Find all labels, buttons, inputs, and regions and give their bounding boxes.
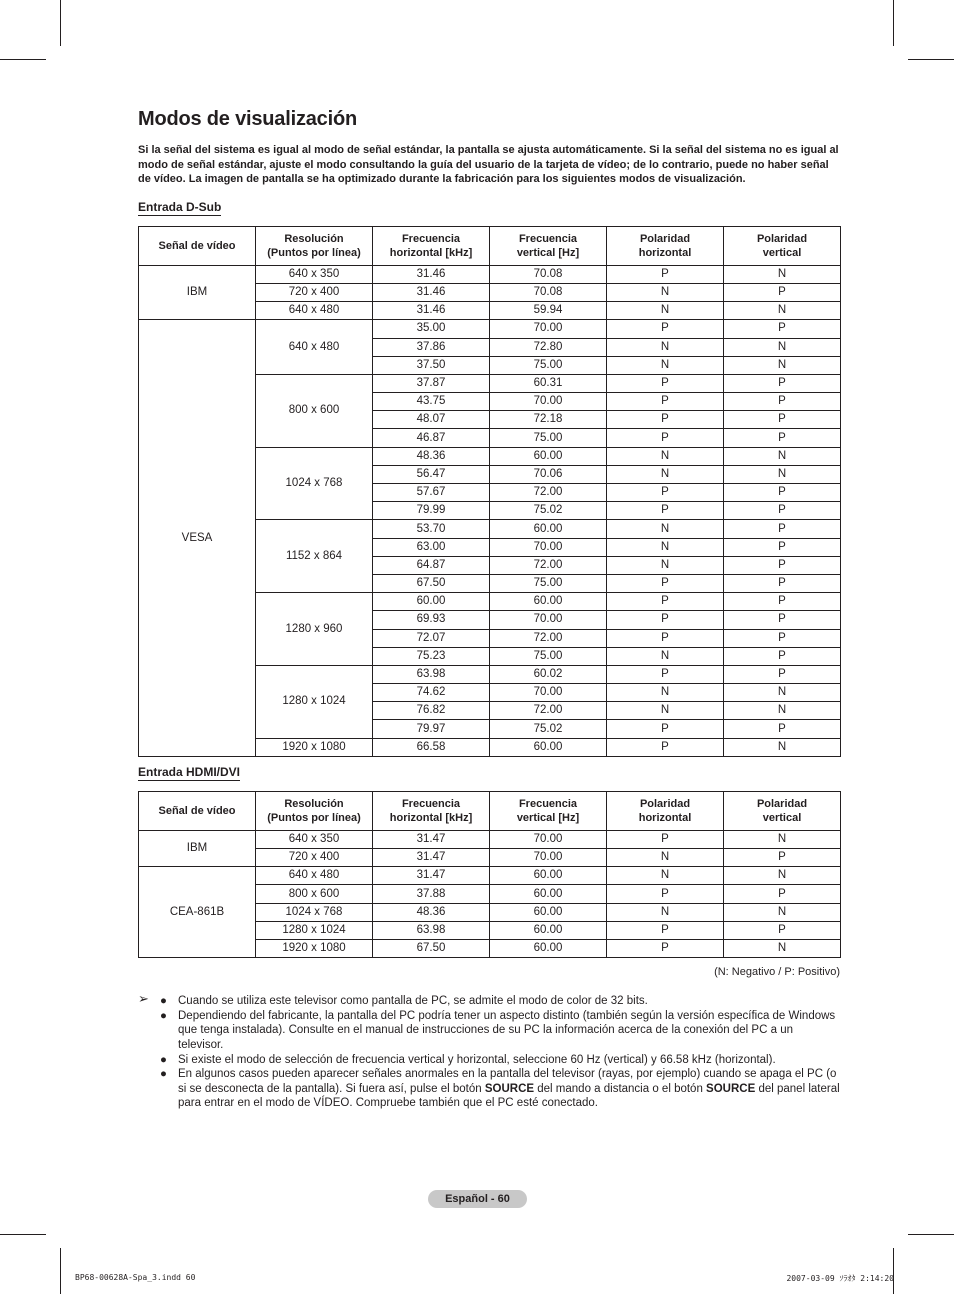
header-text: Frecuencia: [401, 232, 461, 245]
cell-hpol: N: [607, 520, 724, 538]
section-title-hdmi: Entrada HDMI/DVI: [138, 764, 241, 779]
cell-hfreq: 37.88: [373, 885, 490, 903]
header-signal: [139, 791, 256, 830]
cell-hfreq: 74.62: [373, 684, 490, 702]
dsub-table-body: [139, 265, 841, 756]
note-text: del panel lateral para entrar en el modo de VÍDEO. Compruebe también que el PC esté conectado.: [178, 1082, 840, 1110]
cell-hfreq: 31.47: [373, 849, 490, 867]
cell-resolution: 640 x 350: [256, 830, 373, 848]
cell-vfreq: 60.00: [490, 885, 607, 903]
cell-vpol: P: [724, 849, 841, 867]
header-text: Polaridad: [756, 232, 808, 245]
cell-vpol: N: [724, 903, 841, 921]
cell-vfreq: 60.31: [490, 374, 607, 392]
cell-hpol: P: [607, 885, 724, 903]
cell-vpol: P: [724, 374, 841, 392]
cell-vfreq: 70.08: [490, 265, 607, 283]
cell-vpol: N: [724, 465, 841, 483]
cell-hfreq: 67.50: [373, 939, 490, 957]
notes-section: [138, 991, 840, 1111]
cell-hpol: N: [607, 283, 724, 301]
cell-vfreq: 72.00: [490, 702, 607, 720]
cell-hpol: N: [607, 538, 724, 556]
cell-vpol: P: [724, 393, 841, 411]
page-content: [138, 108, 840, 1111]
cell-hfreq: 46.87: [373, 429, 490, 447]
header-text: vertical [Hz]: [516, 811, 580, 824]
cell-hpol: N: [607, 302, 724, 320]
note-text: Si existe el modo de selección de frecuencia vertical y horizontal, seleccione 60 Hz (vertical) y 66.58 kHz (horizontal).: [178, 1053, 776, 1066]
cell-signal: IBM: [139, 265, 256, 320]
cell-vfreq: 75.00: [490, 429, 607, 447]
note-keyword: SOURCE: [706, 1082, 756, 1095]
header-text: Frecuencia: [518, 797, 578, 810]
cell-vfreq: 72.00: [490, 556, 607, 574]
table-row: [139, 867, 841, 885]
header-hfreq: [373, 791, 490, 830]
header-vpol: [724, 226, 841, 265]
cell-resolution: 800 x 600: [256, 374, 373, 447]
cell-resolution: 1920 x 1080: [256, 738, 373, 756]
crop-mark: [908, 59, 954, 60]
cell-hfreq: 37.87: [373, 374, 490, 392]
cell-resolution: 640 x 480: [256, 302, 373, 320]
cell-vpol: N: [724, 738, 841, 756]
header-text: Frecuencia: [401, 797, 461, 810]
cell-vpol: N: [724, 830, 841, 848]
cell-hfreq: 57.67: [373, 484, 490, 502]
cell-vpol: N: [724, 447, 841, 465]
note-item: [160, 994, 840, 1009]
header-text: horizontal [kHz]: [389, 246, 473, 259]
header-hpol: [607, 791, 724, 830]
file-slug-right: 2007-03-09 ｿﾗｵﾀ 2:14:20: [786, 1274, 894, 1283]
crop-mark: [908, 1234, 954, 1235]
header-text: (Puntos por línea): [267, 811, 361, 824]
header-text: Resolución: [284, 232, 344, 245]
cell-resolution: 720 x 400: [256, 283, 373, 301]
cell-hpol: N: [607, 556, 724, 574]
cell-hpol: P: [607, 720, 724, 738]
hdmi-table-body: [139, 830, 841, 957]
cell-vpol: P: [724, 629, 841, 647]
cell-resolution: 1280 x 1024: [256, 665, 373, 738]
arrow-icon: ➢: [138, 991, 149, 1007]
dsub-table: [138, 226, 841, 757]
cell-vfreq: 72.18: [490, 411, 607, 429]
cell-hfreq: 63.98: [373, 921, 490, 939]
cell-vpol: P: [724, 283, 841, 301]
cell-vfreq: 60.00: [490, 447, 607, 465]
header-text: horizontal: [638, 246, 692, 259]
cell-hpol: P: [607, 411, 724, 429]
cell-hfreq: 53.70: [373, 520, 490, 538]
cell-vfreq: 70.08: [490, 283, 607, 301]
cell-vfreq: 72.00: [490, 629, 607, 647]
header-text: (Puntos por línea): [267, 246, 361, 259]
header-resolution: [256, 226, 373, 265]
note-item: [160, 1067, 840, 1111]
cell-hpol: P: [607, 738, 724, 756]
cell-hpol: P: [607, 429, 724, 447]
header-vpol: [724, 791, 841, 830]
header-hpol: [607, 226, 724, 265]
bullet-icon: ●: [160, 1068, 167, 1081]
cell-hpol: P: [607, 484, 724, 502]
cell-resolution: 800 x 600: [256, 885, 373, 903]
cell-resolution: 720 x 400: [256, 849, 373, 867]
cell-hfreq: 63.00: [373, 538, 490, 556]
cell-vfreq: 59.94: [490, 302, 607, 320]
cell-resolution: 1024 x 768: [256, 447, 373, 520]
cell-vpol: N: [724, 338, 841, 356]
note-text: Cuando se utiliza este televisor como pantalla de PC, se admite el modo de color de 32 bits.: [178, 995, 648, 1008]
page-title: Modos de visualización: [138, 108, 357, 130]
section-title-dsub: Entrada D-Sub: [138, 199, 222, 214]
cell-vpol: P: [724, 574, 841, 592]
cell-vpol: N: [724, 939, 841, 957]
cell-hpol: P: [607, 629, 724, 647]
cell-hfreq: 66.58: [373, 738, 490, 756]
cell-hfreq: 31.46: [373, 283, 490, 301]
crop-mark: [60, 0, 61, 46]
crop-mark: [60, 1248, 61, 1294]
cell-vpol: P: [724, 520, 841, 538]
crop-mark: [893, 1248, 894, 1294]
cell-hfreq: 35.00: [373, 320, 490, 338]
cell-vpol: P: [724, 320, 841, 338]
cell-hfreq: 76.82: [373, 702, 490, 720]
cell-hfreq: 79.97: [373, 720, 490, 738]
cell-hpol: P: [607, 939, 724, 957]
crop-mark: [0, 1234, 46, 1235]
cell-resolution: 640 x 480: [256, 320, 373, 375]
table-row: [139, 320, 841, 338]
table-header-row: [139, 791, 841, 830]
cell-vpol: P: [724, 484, 841, 502]
cell-hfreq: 43.75: [373, 393, 490, 411]
header-text: horizontal [kHz]: [389, 811, 473, 824]
cell-vfreq: 60.02: [490, 665, 607, 683]
cell-hpol: P: [607, 921, 724, 939]
cell-vfreq: 60.00: [490, 520, 607, 538]
cell-vpol: P: [724, 556, 841, 574]
notes-list: [138, 991, 840, 1111]
file-slug-left: BP68-00628A-Spa_3.indd 60: [75, 1273, 196, 1282]
cell-resolution: 1920 x 1080: [256, 939, 373, 957]
cell-vpol: N: [724, 684, 841, 702]
header-text: vertical: [762, 811, 802, 824]
table-row: [139, 830, 841, 848]
cell-hfreq: 69.93: [373, 611, 490, 629]
cell-vpol: P: [724, 885, 841, 903]
bullet-icon: ●: [160, 1053, 167, 1066]
cell-vfreq: 70.00: [490, 393, 607, 411]
cell-hfreq: 60.00: [373, 593, 490, 611]
cell-hfreq: 63.98: [373, 665, 490, 683]
cell-vpol: N: [724, 302, 841, 320]
cell-vfreq: 75.00: [490, 647, 607, 665]
crop-mark: [0, 59, 46, 60]
cell-vfreq: 75.00: [490, 574, 607, 592]
cell-hfreq: 31.46: [373, 302, 490, 320]
cell-vfreq: 70.00: [490, 611, 607, 629]
cell-resolution: 640 x 480: [256, 867, 373, 885]
cell-hfreq: 31.47: [373, 830, 490, 848]
note-item: [160, 1009, 840, 1053]
cell-hpol: N: [607, 867, 724, 885]
cell-vpol: P: [724, 593, 841, 611]
cell-hfreq: 67.50: [373, 574, 490, 592]
cell-resolution: 1280 x 960: [256, 593, 373, 666]
cell-vpol: P: [724, 538, 841, 556]
hdmi-table: [138, 791, 841, 958]
header-text: vertical [Hz]: [516, 246, 580, 259]
cell-vfreq: 70.00: [490, 830, 607, 848]
cell-hfreq: 48.07: [373, 411, 490, 429]
cell-vfreq: 75.00: [490, 356, 607, 374]
header-text: horizontal: [638, 811, 692, 824]
cell-hpol: N: [607, 903, 724, 921]
header-text: vertical: [762, 246, 802, 259]
cell-hpol: N: [607, 702, 724, 720]
cell-vpol: P: [724, 611, 841, 629]
polarity-legend: (N: Negativo / P: Positivo): [714, 966, 840, 979]
cell-resolution: 1280 x 1024: [256, 921, 373, 939]
page-number-badge: Español - 60: [428, 1190, 527, 1208]
cell-vfreq: 70.00: [490, 849, 607, 867]
cell-vpol: P: [724, 429, 841, 447]
cell-hpol: P: [607, 665, 724, 683]
header-text: Polaridad: [639, 797, 691, 810]
note-text: En algunos casos pueden aparecer señales anormales en la pantalla del televisor (rayas, por ejemplo) cuando se apaga el PC (o si se desconecta de la pantalla). Si fuera así, pulse el botón: [178, 1068, 837, 1095]
cell-hfreq: 79.99: [373, 502, 490, 520]
header-hfreq: [373, 226, 490, 265]
cell-vpol: N: [724, 867, 841, 885]
cell-hfreq: 48.36: [373, 447, 490, 465]
header-text: Señal de vídeo: [158, 239, 236, 252]
cell-vfreq: 70.06: [490, 465, 607, 483]
cell-vfreq: 75.02: [490, 720, 607, 738]
cell-vfreq: 60.00: [490, 593, 607, 611]
cell-hfreq: 37.50: [373, 356, 490, 374]
cell-vfreq: 60.00: [490, 939, 607, 957]
cell-hfreq: 37.86: [373, 338, 490, 356]
cell-hfreq: 48.36: [373, 903, 490, 921]
note-keyword: SOURCE: [484, 1082, 535, 1095]
cell-hpol: P: [607, 502, 724, 520]
cell-vfreq: 60.00: [490, 867, 607, 885]
cell-hfreq: 31.46: [373, 265, 490, 283]
cell-vfreq: 70.00: [490, 538, 607, 556]
header-text: Polaridad: [756, 797, 808, 810]
note-item: [160, 1053, 840, 1068]
cell-vpol: P: [724, 647, 841, 665]
cell-hpol: P: [607, 611, 724, 629]
cell-vpol: P: [724, 720, 841, 738]
cell-vfreq: 60.00: [490, 903, 607, 921]
cell-hpol: P: [607, 830, 724, 848]
note-text: del mando a distancia o el botón: [534, 1082, 707, 1095]
cell-vpol: P: [724, 411, 841, 429]
cell-vfreq: 72.80: [490, 338, 607, 356]
cell-hpol: P: [607, 393, 724, 411]
cell-resolution: 1024 x 768: [256, 903, 373, 921]
cell-hpol: P: [607, 374, 724, 392]
cell-hpol: N: [607, 465, 724, 483]
cell-signal: CEA-861B: [139, 867, 256, 958]
cell-hfreq: 56.47: [373, 465, 490, 483]
cell-vfreq: 60.00: [490, 738, 607, 756]
cell-hfreq: 64.87: [373, 556, 490, 574]
cell-hpol: P: [607, 574, 724, 592]
cell-hpol: P: [607, 265, 724, 283]
cell-hpol: N: [607, 684, 724, 702]
header-text: Resolución: [284, 797, 344, 810]
cell-hpol: N: [607, 356, 724, 374]
cell-vpol: P: [724, 921, 841, 939]
bullet-icon: ●: [160, 995, 167, 1008]
crop-mark: [893, 0, 894, 46]
cell-hpol: N: [607, 447, 724, 465]
cell-hpol: P: [607, 320, 724, 338]
cell-hfreq: 75.23: [373, 647, 490, 665]
cell-vfreq: 75.02: [490, 502, 607, 520]
header-text: Polaridad: [639, 232, 691, 245]
cell-resolution: 640 x 350: [256, 265, 373, 283]
cell-hfreq: 72.07: [373, 629, 490, 647]
bullet-icon: ●: [160, 1009, 167, 1022]
header-signal: [139, 226, 256, 265]
header-resolution: [256, 791, 373, 830]
table-row: [139, 265, 841, 283]
cell-vpol: P: [724, 665, 841, 683]
cell-hfreq: 31.47: [373, 867, 490, 885]
header-vfreq: [490, 226, 607, 265]
cell-vfreq: 70.00: [490, 320, 607, 338]
cell-signal: VESA: [139, 320, 256, 757]
cell-resolution: 1152 x 864: [256, 520, 373, 593]
cell-vpol: N: [724, 702, 841, 720]
header-vfreq: [490, 791, 607, 830]
cell-signal: IBM: [139, 830, 256, 866]
header-text: Frecuencia: [518, 232, 578, 245]
table-header-row: [139, 226, 841, 265]
cell-vpol: N: [724, 265, 841, 283]
cell-vpol: N: [724, 356, 841, 374]
cell-hpol: N: [607, 849, 724, 867]
note-text: Dependiendo del fabricante, la pantalla del PC podría tener un aspecto distinto (también según la versión específica de Windows que tenga instalada). Consulte en el manual de instrucciones de su PC la información acerca de la conexión del PC a un televisor.: [178, 1009, 836, 1051]
cell-vfreq: 60.00: [490, 921, 607, 939]
cell-hpol: P: [607, 593, 724, 611]
cell-hpol: N: [607, 647, 724, 665]
header-text: Señal de vídeo: [158, 804, 236, 817]
cell-vpol: P: [724, 502, 841, 520]
cell-vfreq: 70.00: [490, 684, 607, 702]
intro-paragraph: Si la señal del sistema es igual al modo de señal estándar, la pantalla se ajusta automáticamente. Si la señal del sistema no es igual al modo de señal estándar, ajuste el modo consultando la guía del usuario de la tarjeta de vídeo; de lo contrario, puede no haber señal de vídeo. La imagen de pantalla se ha optimizado durante la fabricación para los siguientes modos de visualización.: [138, 144, 839, 186]
cell-vfreq: 72.00: [490, 484, 607, 502]
cell-hpol: N: [607, 338, 724, 356]
